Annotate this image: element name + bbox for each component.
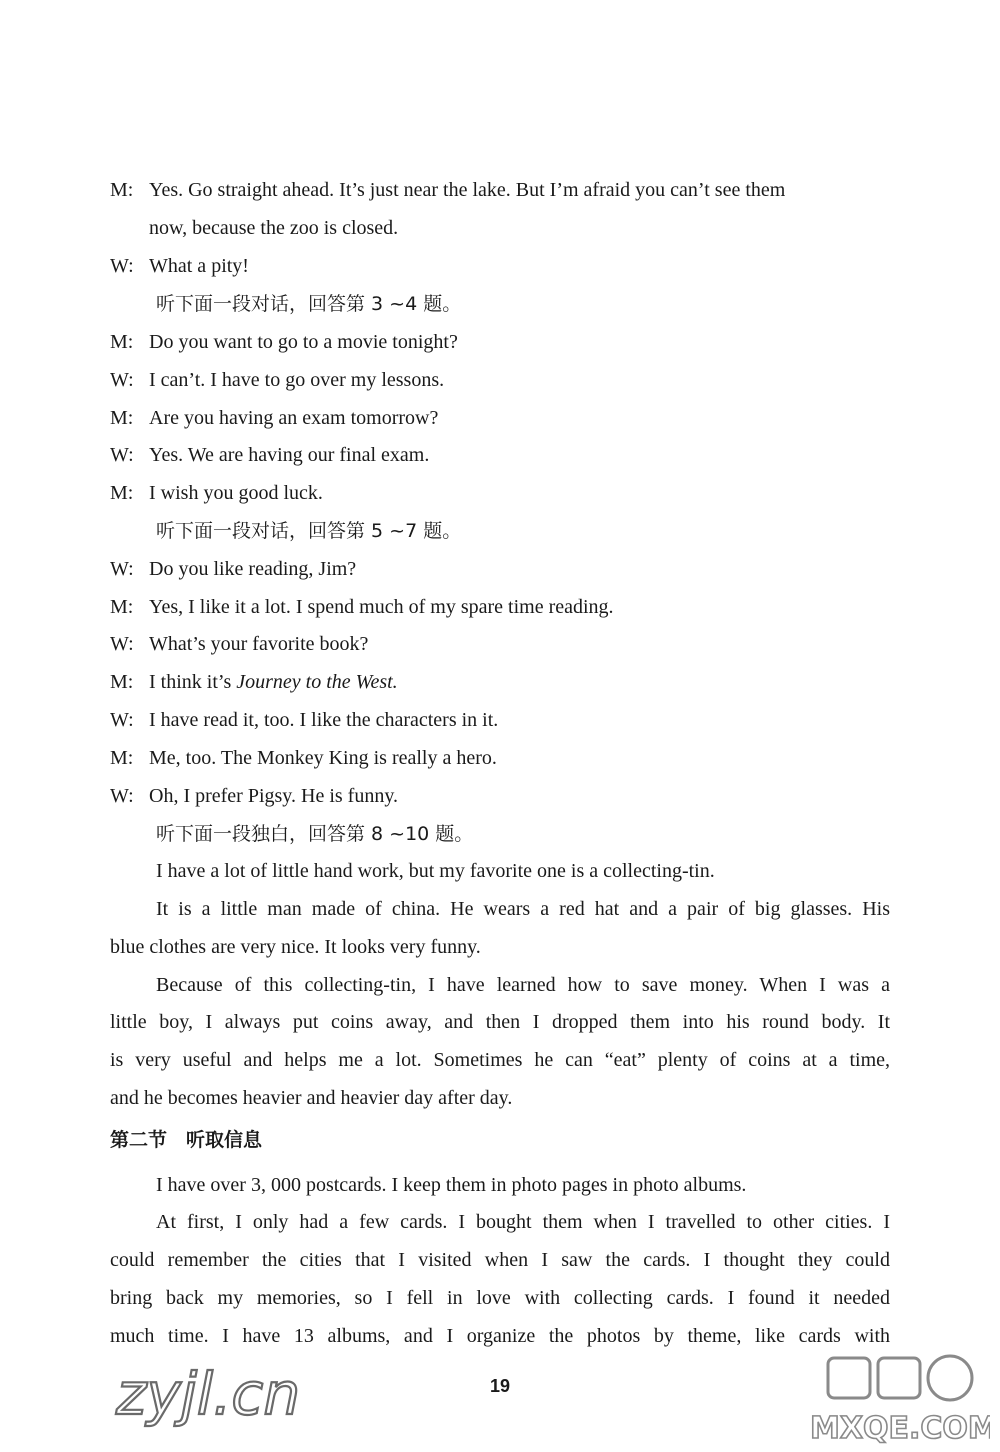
speaker-label: M: (110, 747, 134, 769)
dialogue-line (110, 254, 890, 278)
watermark-logo-right (800, 1352, 990, 1447)
speaker-label: W: (110, 369, 134, 391)
watermark-domain: MXQE.COM (810, 1411, 990, 1446)
line-text: Do you want to go to a movie tonight? (149, 331, 458, 353)
speaker-label: M: (110, 671, 134, 693)
line-text: Do you like reading, Jim? (149, 558, 357, 580)
section2-line: much time. I have 13 albums, and I organize the photos by theme, like cards with (110, 1325, 890, 1347)
section2-line: bring back my memories, so I fell in love with collecting cards. I found it needed (110, 1287, 890, 1309)
line-text: I can’t. I have to go over my lessons. (149, 369, 445, 391)
section2-line: I have over 3, 000 postcards. I keep them in photo pages in photo albums. (156, 1174, 747, 1196)
dialogue-line (110, 406, 890, 430)
line-text: I think it’s (149, 671, 237, 693)
book-title: Journey to the West. (236, 671, 398, 693)
dialogue-line (110, 368, 890, 392)
dialogue-line (110, 632, 890, 656)
dialogue-line (110, 784, 890, 808)
dialogue-line (110, 330, 890, 354)
dialogue-line (110, 178, 890, 202)
section2-line: could remember the cities that I visited when I saw the cards. I thought they could (110, 1249, 890, 1271)
dialogue-line (110, 746, 890, 770)
line-text: Yes. We are having our final exam. (149, 444, 430, 466)
dialogue-line (110, 443, 890, 467)
speaker-label: M: (110, 482, 134, 504)
watermark-logo-left (112, 1352, 352, 1432)
section2-line: At first, I only had a few cards. I bought them when I travelled to other cities. I (156, 1211, 890, 1233)
dialogue-line (110, 708, 890, 732)
dialogue-line (149, 216, 883, 240)
section-instruction: 听下面一段独白，回答第 8 ~10 题。 (156, 823, 474, 845)
speaker-label: M: (110, 179, 134, 201)
speaker-label: W: (110, 633, 134, 655)
line-text: Me, too. The Monkey King is really a hero. (149, 747, 497, 769)
line-text: Yes. Go straight ahead. It’s just near the lake. But I’m afraid you can’t see them (149, 179, 786, 201)
line-text: now, because the zoo is closed. (149, 217, 399, 239)
watermark-text: zyjl.cn (116, 1360, 301, 1428)
line-text: What’s your favorite book? (149, 633, 369, 655)
line-text: What a pity! (149, 255, 249, 277)
watermark-logo-icon (112, 1352, 352, 1432)
monologue-line: little boy, I always put coins away, and then I dropped them into his round body. It (110, 1011, 890, 1033)
speaker-label: W: (110, 558, 134, 580)
section-heading: 第二节 听取信息 (110, 1129, 263, 1151)
line-text: Yes, I like it a lot. I spend much of my spare time reading. (149, 596, 614, 618)
monologue-line: I have a lot of little hand work, but my favorite one is a collecting-tin. (156, 860, 715, 882)
speaker-label: W: (110, 709, 134, 731)
section-instruction: 听下面一段对话，回答第 5 ~7 题。 (156, 520, 462, 542)
line-text: Oh, I prefer Pigsy. He is funny. (149, 785, 399, 807)
dialogue-line (110, 670, 890, 694)
line-text: Are you having an exam tomorrow? (149, 407, 439, 429)
speaker-label: W: (110, 785, 134, 807)
monologue-line: and he becomes heavier and heavier day after day. (110, 1087, 513, 1109)
speaker-label: M: (110, 331, 134, 353)
watermark-seal-icon (800, 1352, 990, 1447)
speaker-label: M: (110, 596, 134, 618)
speaker-label: W: (110, 255, 134, 277)
monologue-line: is very useful and helps me a lot. Sometimes he can “eat” plenty of coins at a time, (110, 1049, 890, 1071)
line-text: I have read it, too. I like the characters in it. (149, 709, 499, 731)
monologue-line: blue clothes are very nice. It looks very funny. (110, 936, 481, 958)
dialogue-line (110, 481, 890, 505)
monologue-line: It is a little man made of china. He wears a red hat and a pair of big glasses. His (156, 898, 890, 920)
monologue-line: Because of this collecting-tin, I have learned how to save money. When I was a (156, 974, 890, 996)
dialogue-line (110, 557, 890, 581)
section-instruction: 听下面一段对话，回答第 3 ~4 题。 (156, 293, 462, 315)
speaker-label: M: (110, 407, 134, 429)
line-text: I wish you good luck. (149, 482, 323, 504)
page-number: 19 (489, 1376, 511, 1396)
speaker-label: W: (110, 444, 134, 466)
dialogue-line (110, 595, 890, 619)
